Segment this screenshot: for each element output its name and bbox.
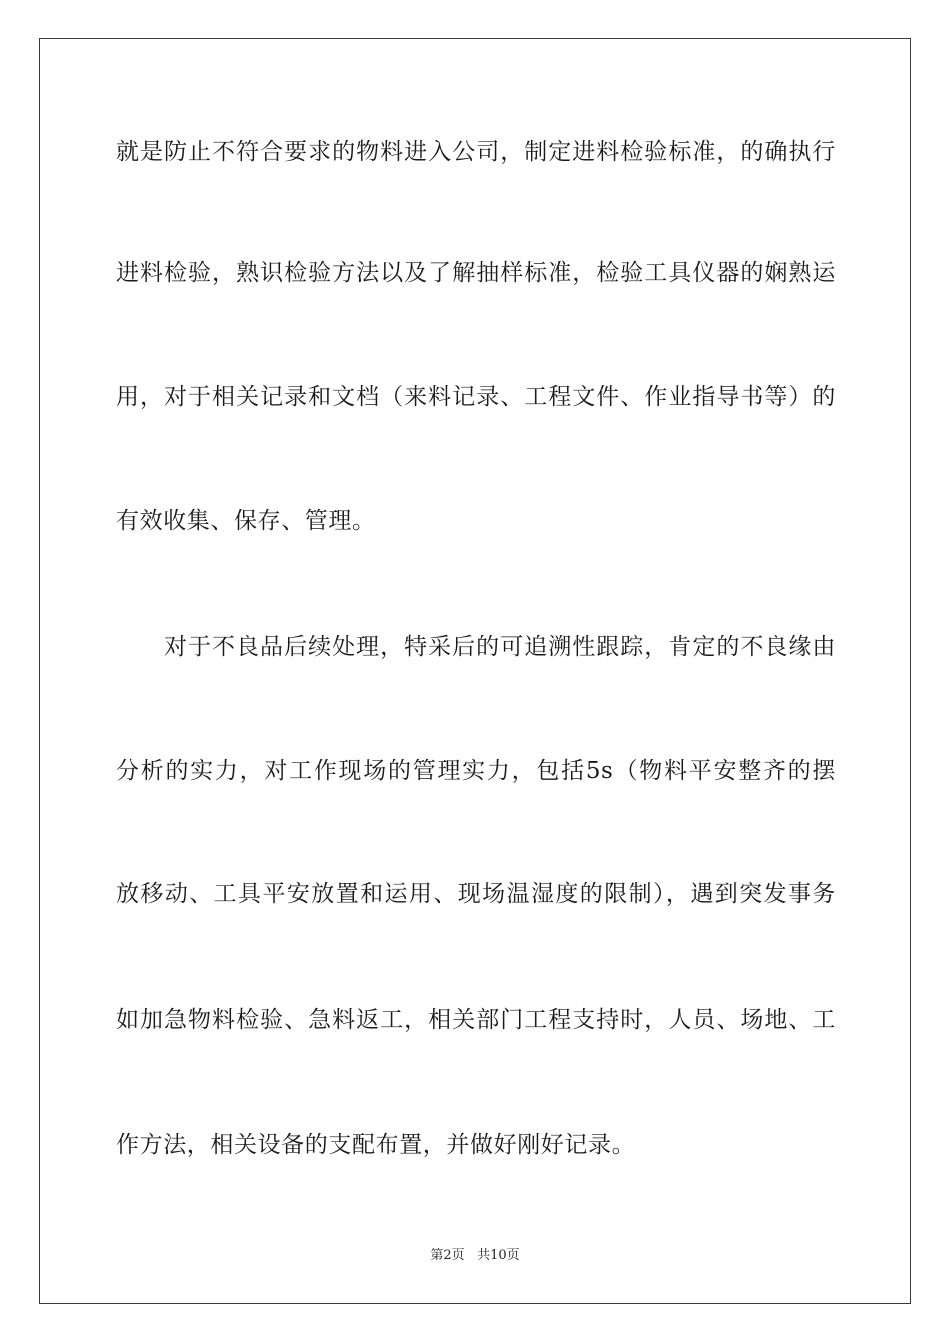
text-line: 用，对于相关记录和文档（来料记录、工程文件、作业指导书等）的 — [116, 384, 836, 410]
text-line: 进料检验，熟识检验方法以及了解抽样标准，检验工具仪器的娴熟运 — [116, 260, 836, 286]
page-number: 第2页 — [430, 1248, 465, 1263]
text-line: 如加急物料检验、急料返工，相关部门工程支持时，人员、场地、工 — [116, 1007, 836, 1033]
text-line: 有效收集、保存、管理。 — [116, 508, 376, 534]
page-total: 共10页 — [477, 1248, 520, 1263]
text-line: 就是防止不符合要求的物料进入公司，制定进料检验标准，的确执行 — [116, 139, 836, 165]
page-footer — [0, 1247, 950, 1265]
text-line: 对于不良品后续处理，特采后的可追溯性跟踪，肯定的不良缘由 — [164, 634, 836, 660]
page-border — [39, 38, 911, 1304]
text-line: 放移动、工具平安放置和运用、现场温湿度的限制），遇到突发事务 — [116, 881, 836, 907]
text-line: 作方法，相关设备的支配布置，并做好刚好记录。 — [116, 1132, 636, 1158]
text-line: 分析的实力，对工作现场的管理实力，包括5s（物料平安整齐的摆 — [116, 758, 836, 784]
